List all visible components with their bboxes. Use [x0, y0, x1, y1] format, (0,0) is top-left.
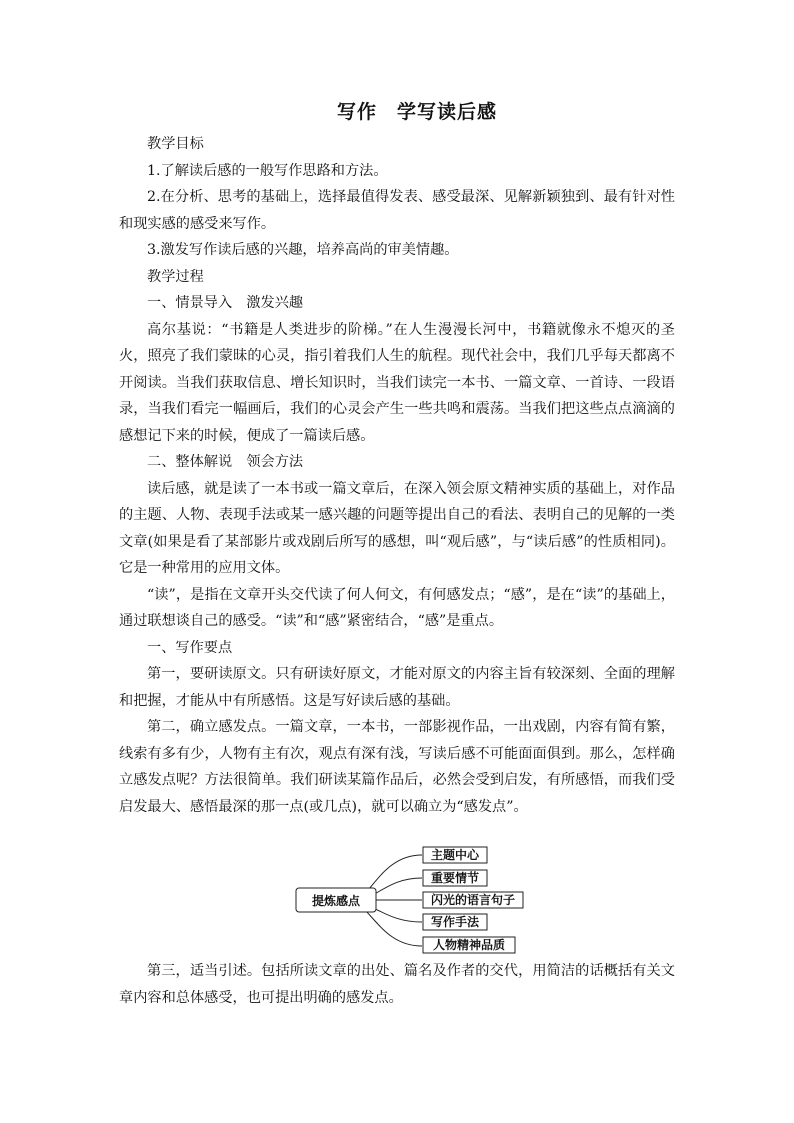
- body-text-continued: [119, 958, 675, 1011]
- paragraph-definition: 读后感，就是读了一本书或一篇文章后，在深入领会原文精神实质的基础上，对作品的主题、人物、表现手法或某一感兴趣的问题等提出自己的看法、表明自己的见解的一类文章(如果是看了某部影片或戏剧后所写的感想，叫“观后感”，与“读后感”的性质相同)。它是一种常用的应用文体。: [119, 480, 675, 576]
- point-3: 第三，适当引述。包括所读文章的出处、篇名及作者的交代，用简洁的话概括有关文章内容和总体感受，也可提出明确的感发点。: [119, 963, 675, 1006]
- body-text: [119, 131, 675, 820]
- section-heading-writing-points: 一、写作要点: [147, 639, 233, 656]
- branch-label-character: 人物精神品质: [432, 938, 506, 952]
- page-title: 写作 学写读后感: [336, 101, 497, 123]
- section-heading-2: 二、整体解说 领会方法: [147, 454, 304, 470]
- heading-teaching-goals: 教学目标: [147, 136, 204, 152]
- section-heading-1: 一、情景导入 激发兴趣: [147, 295, 304, 311]
- branch-label-theme: 主题中心: [430, 848, 480, 862]
- goal-item-1: 1.了解读后感的一般写作思路和方法。: [147, 162, 388, 179]
- point-2: 第二，确立感发点。一篇文章，一本书，一部影视作品，一出戏剧，内容有简有繁，线索有多有少，人物有主有次，观点有深有浅，写读后感不可能面面俱到。那么，怎样确立感发点呢？方法很简单。我们研读某篇作品后，必然会受到启发，有所感悟，而我们受启发最大、感悟最深的那一点(或几点)，就可以确立为“感发点”。: [119, 719, 675, 815]
- branch-label-technique: 写作手法: [430, 915, 480, 929]
- heading-teaching-process: 教学过程: [147, 268, 204, 285]
- center-node-label: 提炼感点: [311, 894, 361, 908]
- goal-item-3: 3.激发写作读后感的兴趣，培养高尚的审美情趣。: [147, 242, 459, 258]
- branch-label-sentences: 闪光的语言句子: [430, 893, 516, 907]
- mind-map-diagram: [290, 840, 530, 960]
- paragraph-intro: 高尔基说：“书籍是人类进步的阶梯。”在人生漫漫长河中，书籍就像永不熄灭的圣火，照亮了我们蒙昧的心灵，指引着我们人生的航程。现代社会中，我们几乎每天都离不开阅读。当我们获取信息、增长知识时，当我们读完一本书、一篇文章、一首诗、一段语录，当我们看完一幅画后，我们的心灵会产生一些共鸣和震荡。当我们把这些点点滴滴的感想记下来的时候，便成了一篇读后感。: [119, 321, 675, 444]
- paragraph-read-feel: “读”，是指在文章开头交代读了何人何文，有何感发点；“感”，是在“读”的基础上，通过联想谈自己的感受。“读”和“感”紧密结合，“感”是重点。: [119, 586, 675, 629]
- point-1: 第一，要研读原文。只有研读好原文，才能对原文的内容主旨有较深刻、全面的理解和把握，才能从中有所感悟。这是写好读后感的基础。: [119, 666, 675, 709]
- goal-item-2: 2.在分析、思考的基础上，选择最值得发表、感受最深、见解新颖独到、最有针对性和现实感的感受来写作。: [119, 189, 675, 232]
- branch-label-plot: 重要情节: [430, 871, 480, 885]
